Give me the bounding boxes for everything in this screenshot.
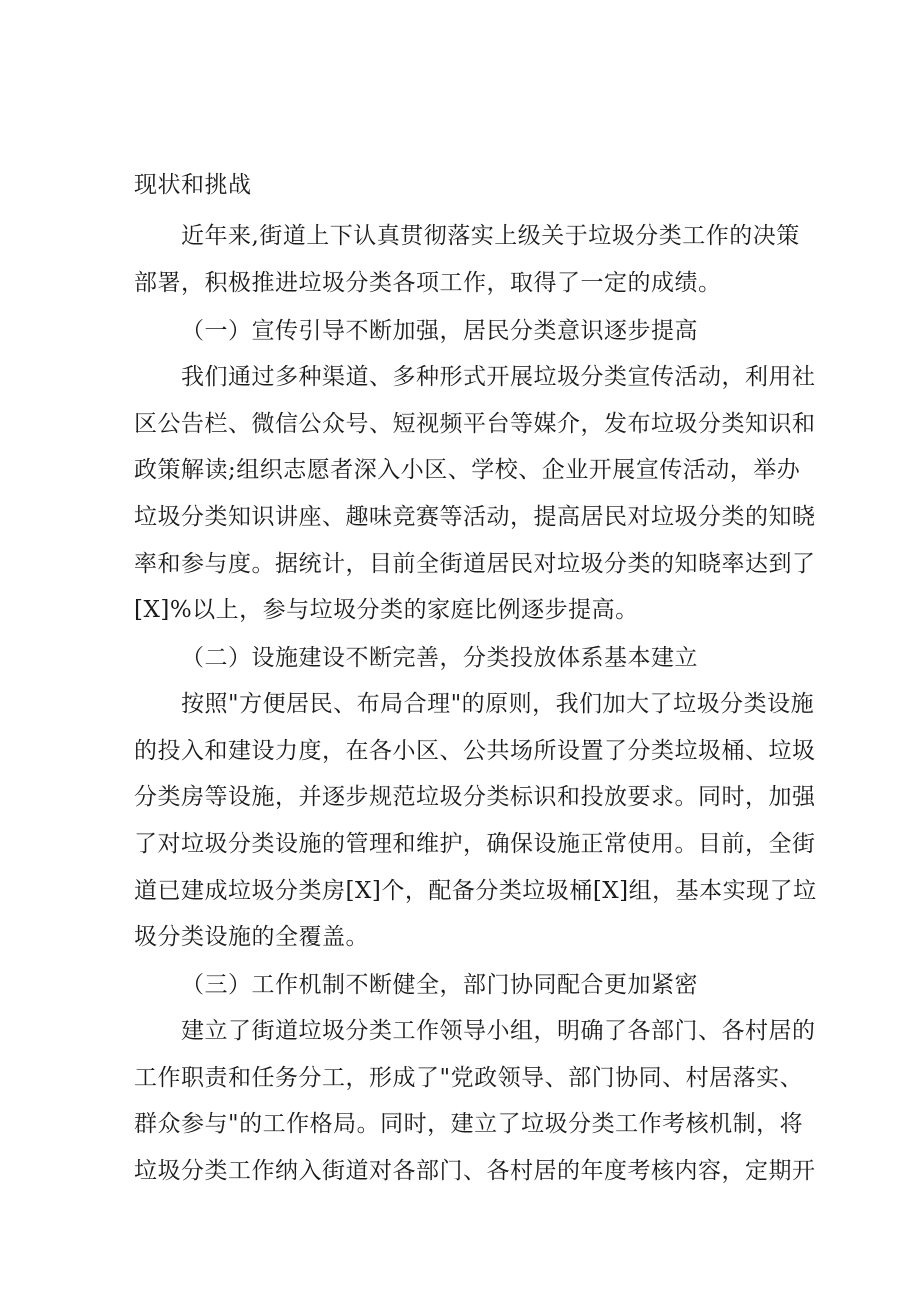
paragraph-line: 区公告栏、微信公众号、短视频平台等媒介，发布垃圾分类知识和 [134,411,816,437]
paragraph-line: 建立了街道垃圾分类工作领导小组，明确了各部门、各村居的 [181,1018,816,1044]
paragraph-line: 的投入和建设力度，在各小区、公共场所设置了分类垃圾桶、垃圾 [134,738,816,764]
paragraph-line: 率和参与度。据统计，目前全街道居民对垃圾分类的知晓率达到了 [134,551,816,577]
paragraph-line: 群众参与"的工作格局。同时，建立了垃圾分类工作考核机制，将 [134,1111,804,1137]
section-title: 现状和挑战 [134,172,252,198]
paragraph-line: 按照"方便居民、布局合理"的原则，我们加大了垃圾分类设施 [181,691,815,717]
paragraph-line: 近年来,街道上下认真贯彻落实上级关于垃圾分类工作的决策 [181,223,800,249]
paragraph-line: 我们通过多种渠道、多种形式开展垃圾分类宣传活动，利用社 [181,364,816,390]
section-heading: （三）工作机制不断健全，部门协同配合更加紧密 [181,972,698,998]
paragraph-line: 垃圾分类工作纳入街道对各部门、各村居的年度考核内容，定期开 [134,1158,816,1184]
paragraph-line: 了对垃圾分类设施的管理和维护，确保设施正常使用。目前，全街 [134,831,816,857]
paragraph-line: 分类房等设施，并逐步规范垃圾分类标识和投放要求。同时，加强 [134,784,816,810]
paragraph-line: 垃圾分类知识讲座、趣味竞赛等活动，提高居民对垃圾分类的知晓 [134,504,816,530]
paragraph-line: 圾分类设施的全覆盖。 [134,924,369,950]
paragraph-line: 部署，积极推进垃圾分类各项工作，取得了一定的成绩。 [134,270,722,296]
paragraph-line: 工作职责和任务分工，形成了"党政领导、部门协同、村居落实、 [134,1065,804,1091]
section-heading: （一）宣传引导不断加强，居民分类意识逐步提高 [181,318,698,344]
paragraph-line: 政策解读;组织志愿者深入小区、学校、企业开展宣传活动，举办 [134,457,801,483]
paragraph-line: [X]%以上，参与垃圾分类的家庭比例逐步提高。 [134,597,639,623]
paragraph-line: 道已建成垃圾分类房[X]个，配备分类垃圾桶[X]组，基本实现了垃 [134,878,817,904]
section-heading: （二）设施建设不断完善，分类投放体系基本建立 [181,645,698,671]
